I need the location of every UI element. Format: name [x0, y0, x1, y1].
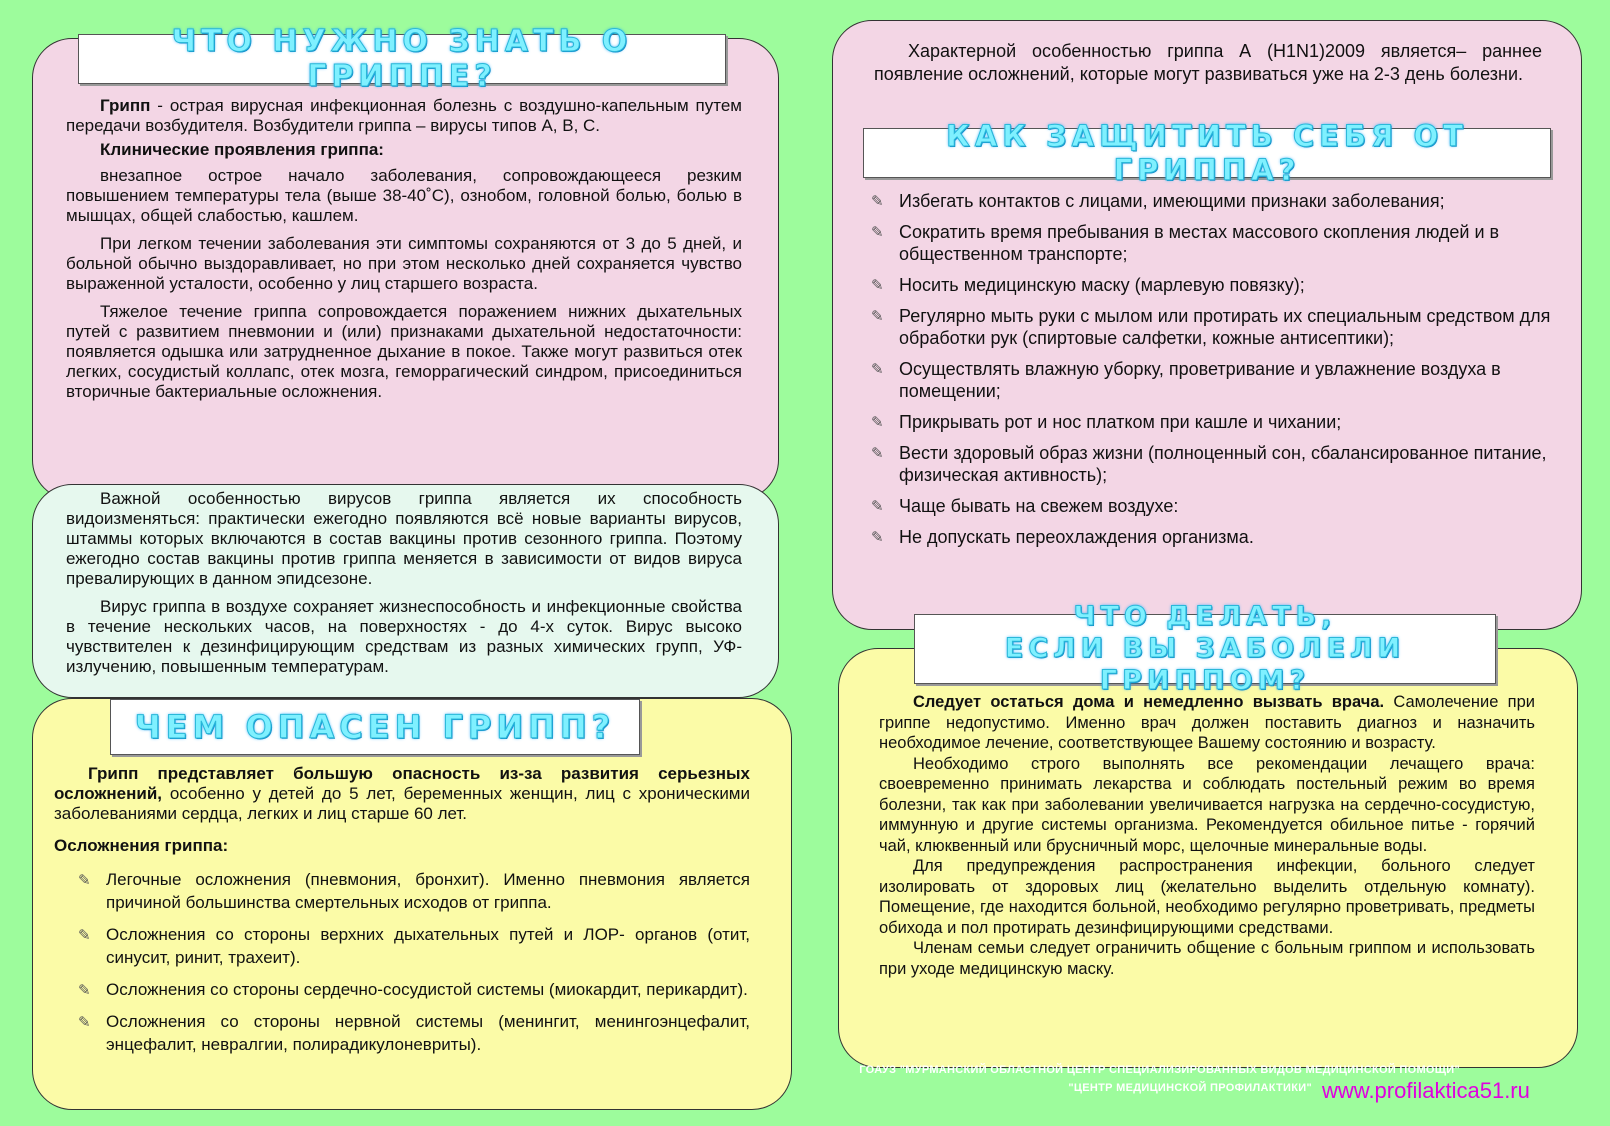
pen-icon: ✎ — [78, 927, 91, 944]
stay-home-text: Самолечение при гриппе недопустимо. Именно врач должен поставить диагноз и назначить необходимое лечение, соответствующее Вашему состоянию и возрасту. — [879, 693, 1536, 752]
if-sick-title-line1: ЧТО ДЕЛАТЬ, — [1073, 601, 1337, 632]
footer-org-line2: "ЦЕНТР МЕДИЦИНСКОЙ ПРОФИЛАКТИКИ" — [1068, 1082, 1312, 1094]
list-item: ✎ Носить медицинскую маску (марлевую повязку); — [871, 275, 1305, 295]
list-item: ✎ Осуществлять влажную уборку, проветривание и увлажнение воздуха в помещении; — [871, 359, 1501, 401]
complications-list — [78, 868, 750, 1056]
protection-tips — [871, 190, 1551, 548]
severe-course-text: Тяжелое течение гриппа сопровождается поражением нижних дыхательных путей с развитием пневмонии и (или) признаками дыхательной недостаточности: появляется одышка или затрудненное дыхание в покое. Также могут развиться отек легких, сосудистый коллапс, отек мозга, геморрагический синдром, присоединиться вторичные бактериальные осложнения. — [66, 302, 742, 401]
clinical-text: внезапное острое начало заболевания, сопровождающееся резким повышением температуры тела (выше 38-40˚С), ознобом, головной болью, болью в мышцах, общей слабостью, кашлем. — [66, 166, 742, 225]
complications-heading: Осложнения гриппа: — [54, 836, 229, 855]
list-item: ✎ Прикрывать рот и нос платком при кашле и чихании; — [871, 412, 1342, 432]
pen-icon: ✎ — [78, 872, 91, 889]
list-item: ✎ Осложнения со стороны сердечно-сосудистой системы (миокардит, перикардит). — [78, 978, 750, 1001]
list-item: ✎ Чаще бывать на свежем воздухе: — [871, 496, 1179, 516]
list-item: ✎ Осложнения со стороны верхних дыхательных путей и ЛОР- органов (отит, синусит, ринит, трахеит). — [78, 925, 750, 967]
pen-icon: ✎ — [78, 982, 91, 999]
list-item: ✎ Легочные осложнения (пневмония, бронхит). Именно пневмония является причиной большинства смертельных исходов от гриппа. — [78, 870, 750, 912]
danger-text — [54, 764, 750, 1056]
footer-url-link[interactable]: www.profilaktica51.ru — [1322, 1078, 1530, 1103]
if-sick-title-banner — [914, 601, 1496, 696]
pen-icon: ✎ — [78, 1014, 91, 1031]
variability-text: Важной особенностью вирусов гриппа является их способность видоизменяться: практически ежегодно появляются всё новые варианты вирусов, штаммы которых включаются в состав вакцины против сезонного гриппа. Поэтому ежегодно состав вакцины против гриппа меняется в зависимости от видов вируса превалирующих в данном эпидсезоне. — [66, 489, 742, 588]
flu-info-title-banner — [78, 24, 726, 94]
pen-icon: ✎ — [871, 498, 884, 515]
follow-doctor-text: Необходимо строго выполнять все рекомендации лечащего врача: своевременно принимать лекарства и соблюдать постельный режим во время болезни, так как при заболевании увеличивается нагрузка на сердечно-сосудистую, иммунную и другие системы организма. Рекомендуется обильное питье - горячий чай, клюквенный или брусничный морс, щелочные минеральные воды. — [879, 754, 1535, 855]
pen-icon: ✎ — [871, 414, 884, 431]
pen-icon: ✎ — [871, 529, 884, 546]
danger-intro-bold: Грипп представляет большую опасность из-за развития серьезных осложнений, — [54, 764, 750, 803]
flu-intro-text: - острая вирусная инфекционная болезнь с воздушно-капельным путем передачи возбудителя. Возбудители гриппа – вирусы типов А, В, С. — [66, 96, 742, 135]
pen-icon: ✎ — [871, 308, 884, 325]
pen-icon: ✎ — [871, 445, 884, 462]
danger-title: ЧЕМ ОПАСЕН ГРИПП? — [134, 708, 616, 746]
if-sick-title-line2: ЕСЛИ ВЫ ЗАБОЛЕЛИ ГРИППОМ? — [1004, 633, 1406, 696]
h1n1-text: Характерной особенностью гриппа А (H1N1)2009 является– раннее появление осложнений, которые могут развиваться уже на 2-3 день болезни. — [874, 41, 1542, 84]
clinical-heading: Клинические проявления гриппа: — [100, 140, 384, 159]
pen-icon: ✎ — [871, 224, 884, 241]
tips-list — [871, 190, 1551, 548]
danger-intro-text: особенно у детей до 5 лет, беременных женщин, лиц с хроническими заболеваниями сердца, легких и лиц старше 60 лет. — [54, 784, 750, 823]
list-item: ✎ Осложнения со стороны нервной системы (менингит, менингоэнцефалит, энцефалит, невралгии, полирадикулоневриты). — [78, 1012, 750, 1054]
pen-icon: ✎ — [871, 277, 884, 294]
pen-icon: ✎ — [871, 361, 884, 378]
protection-title-banner — [863, 119, 1551, 187]
survival-text: Вирус гриппа в воздухе сохраняет жизнеспособность и инфекционные свойства в течение нескольких часов, на поверхностях - до 4-х суток. Вирус высоко чувствителен к дезинфицирующим средствам из разных химических групп, УФ-излучению, повышенным температурам. — [66, 597, 742, 676]
danger-title-banner — [110, 699, 640, 755]
virus-info-text — [66, 489, 742, 677]
flu-intro-bold: Грипп — [100, 96, 151, 115]
list-item: ✎ Сократить время пребывания в местах массового скопления людей и в общественном транспорте; — [871, 222, 1500, 264]
list-item: ✎ Не допускать переохлаждения организма. — [871, 527, 1254, 547]
list-item: ✎ Вести здоровый образ жизни (полноценный сон, сбалансированное питание, физическая активность); — [871, 443, 1547, 485]
protection-title: КАК ЗАЩИТИТЬ СЕБЯ ОТ ГРИППА? — [946, 119, 1468, 187]
list-item: ✎ Регулярно мыть руки с мылом или протирать их специальным средством для обработки рук (спиртовые салфетки, кожные антисептики); — [871, 306, 1551, 348]
mild-course-text: При легком течении заболевания эти симптомы сохраняются от 3 до 5 дней, и больной обычно выздоравливает, но при этом несколько дней сохраняется чувство выраженной усталости, особенно у лиц старшего возраста. — [66, 234, 742, 293]
stay-home-bold: Следует остаться дома и немедленно вызвать врача. — [913, 693, 1385, 711]
pen-icon: ✎ — [871, 193, 884, 210]
flu-info-title: ЧТО НУЖНО ЗНАТЬ О ГРИППЕ? — [171, 24, 633, 94]
footer-org-line1: ГОАУЗ "МУРМАНСКИЙ ОБЛАСТНОЙ ЦЕНТР СПЕЦИАЛИЗИРОВАННЫХ ВИДОВ МЕДИЦИНСКОЙ ПОМОЩИ" — [859, 1064, 1460, 1076]
if-sick-text — [879, 692, 1535, 979]
isolate-text: Для предупреждения распространения инфекции, больного следует изолировать от здоровых лиц (желательно выделить отдельную комнату). Помещение, где находится больной, необходимо регулярно проветривать, предметы обихода и пол протирать дезинфицирующими средствами. — [879, 857, 1535, 937]
flu-info-text — [66, 96, 742, 402]
family-text: Членам семьи следует ограничить общение с больным гриппом и использовать при уходе медицинскую маску. — [879, 939, 1535, 978]
list-item: ✎ Избегать контактов с лицами, имеющими признаки заболевания; — [871, 191, 1445, 211]
